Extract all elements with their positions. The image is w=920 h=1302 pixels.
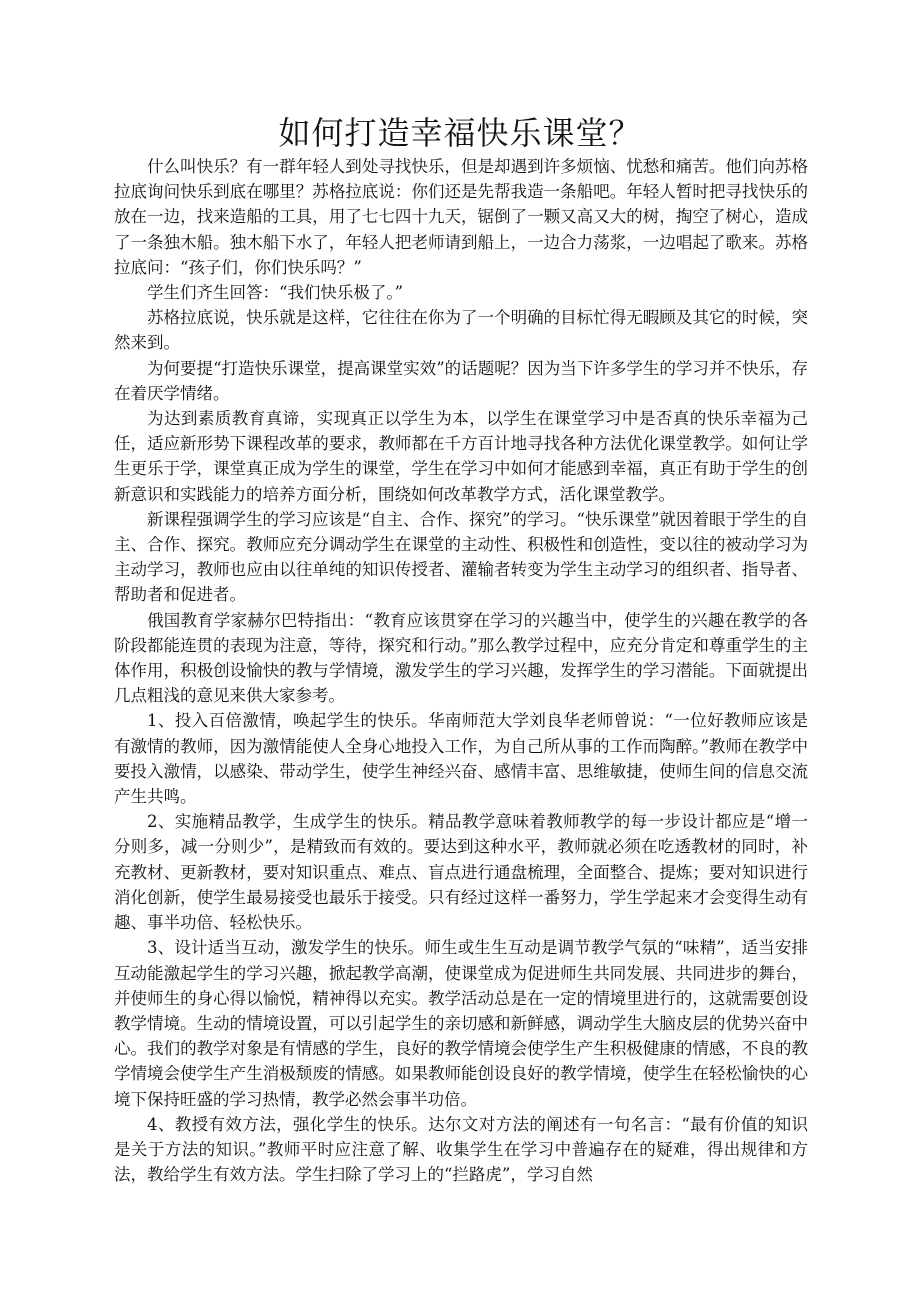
document-body xyxy=(114,154,808,1187)
document-title: 如何打造幸福快乐课堂？ xyxy=(278,114,642,152)
paragraph: 2、实施精品教学，生成学生的快乐。精品教学意味着教师教学的每一步设计都应是“增一分则多，减一分则少”，是精致而有效的。要达到这种水平，教师就必须在吃透教材的同时，补充教材、更新教材，要对知识重点、难点、盲点进行通盘梳理，全面整合、提炼；要对知识进行消化创新，使学生最易接受也最乐于接受。只有经过这样一番努力，学生学起来才会变得生动有趣、事半功倍、轻松快乐。 xyxy=(114,812,808,933)
paragraph: 新课程强调学生的学习应该是“自主、合作、探究”的学习。“快乐课堂”就因着眼于学生的自主、合作、探究。教师应充分调动学生在课堂的主动性、积极性和创造性，变以往的被动学习为主动学习，教师也应由以往单纯的知识传授者、灌输者转变为学生主动学习的组织者、指导者、帮助者和促进者。 xyxy=(114,509,808,605)
paragraph: 1、投入百倍激情，唤起学生的快乐。华南师范大学刘良华老师曾说：“一位好教师应该是有激情的教师，因为激情能使人全身心地投入工作，为自己所从事的工作而陶醉。”教师在教学中要投入激情，以感染、带动学生，使学生神经兴奋、感情丰富、思维敏捷，使师生间的信息交流产生共鸣。 xyxy=(114,711,808,807)
paragraph: 什么叫快乐？有一群年轻人到处寻找快乐，但是却遇到许多烦恼、忧愁和痛苦。他们向苏格拉底询问快乐到底在哪里？苏格拉底说：你们还是先帮我造一条船吧。年轻人暂时把寻找快乐的放在一边，找来造船的工具，用了七七四十九天，锯倒了一颗又高又大的树，掏空了树心，造成了一条独木船。独木船下水了，年轻人把老师请到船上，一边合力荡浆，一边唱起了歌来。苏格拉底问：“孩子们，你们快乐吗？” xyxy=(114,157,808,277)
paragraph: 4、教授有效方法，强化学生的快乐。达尔文对方法的阐述有一句名言：“最有价值的知识是关于方法的知识。”教师平时应注意了解、收集学生在学习中普遍存在的疑难，得出规律和方法，教给学生有效方法。学生扫除了学习上的“拦路虎”，学习自然 xyxy=(114,1114,808,1185)
paragraph: 苏格拉底说，快乐就是这样，它往往在你为了一个明确的目标忙得无暇顾及其它的时候，突然来到。 xyxy=(114,308,808,353)
paragraph: 学生们齐生回答：“我们快乐极了。” xyxy=(147,283,404,303)
paragraph: 为达到素质教育真谛，实现真正以学生为本，以学生在课堂学习中是否真的快乐幸福为己任，适应新形势下课程改革的要求，教师都在千方百计地寻找各种方法优化课堂教学。如何让学生更乐于学，课堂真正成为学生的课堂，学生在学习中如何才能感到幸福，真正有助于学生的创新意识和实践能力的培养方面分析，围绕如何改革教学方式，活化课堂教学。 xyxy=(114,409,808,504)
paragraph: 俄国教育学家赫尔巴特指出：“教育应该贯穿在学习的兴趣当中，使学生的兴趣在教学的各阶段都能连贯的表现为注意，等待，探究和行动。”那么教学过程中，应充分肯定和尊重学生的主体作用，积极创设愉快的教与学情境，激发学生的学习兴趣，发挥学生的学习潜能。下面就提出几点粗浅的意见来供大家参考。 xyxy=(114,610,808,706)
paragraph: 3、设计适当互动，激发学生的快乐。师生或生生互动是调节教学气氛的“味精”，适当安排互动能激起学生的学习兴趣，掀起教学高潮，使课堂成为促进师生共同发展、共同进步的舞台，并使师生的身心得以愉悦，精神得以充实。教学活动总是在一定的情境里进行的，这就需要创设教学情境。生动的情境设置，可以引起学生的亲切感和新鲜感，调动学生大脑皮层的优势兴奋中心。我们的教学对象是有情感的学生，良好的教学情境会使学生产生积极健康的情感，不良的教学情境会使学生产生消极颓废的情感。如果教师能创设良好的教学情境，使学生在轻松愉快的心境下保持旺盛的学习热情，教学必然会事半功倍。 xyxy=(114,938,808,1109)
paragraph: 为何要提“打造快乐课堂，提高课堂实效”的话题呢？因为当下许多学生的学习并不快乐，存在着厌学情绪。 xyxy=(114,358,808,403)
